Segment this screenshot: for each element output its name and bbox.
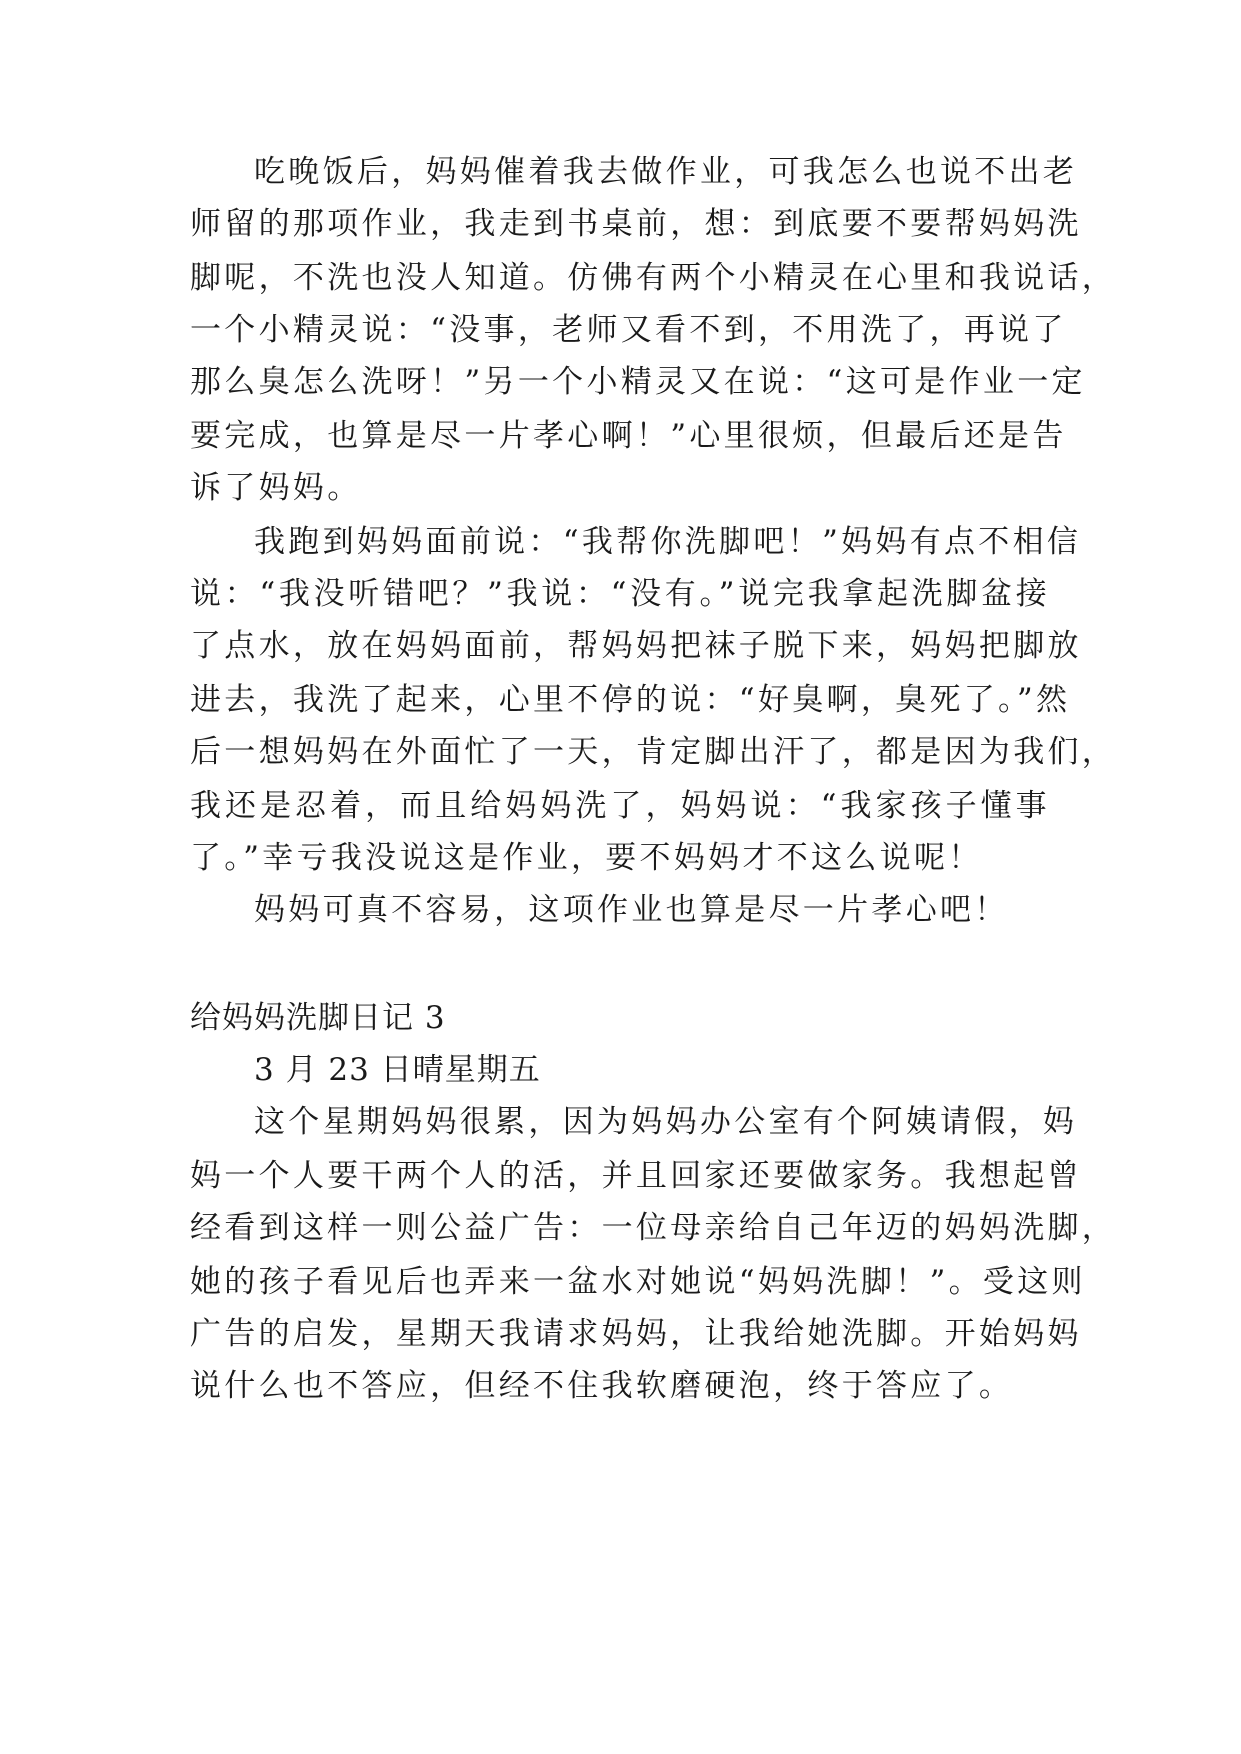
paragraph-line: 说什么也不答应，但经不住我软磨硬泡，终于答应了。 — [190, 1368, 1014, 1404]
section-title: 给妈妈洗脚日记 3 — [190, 1000, 446, 1036]
paragraph-line: 这个星期妈妈很累，因为妈妈办公室有个阿姨请假，妈 — [254, 1104, 1078, 1140]
paragraph-line: 说：“我没听错吧？”我说：“没有。”说完我拿起洗脚盆接 — [190, 576, 1050, 612]
paragraph-line: 一个小精灵说：“没事，老师又看不到，不用洗了，再说了 — [190, 312, 1067, 348]
paragraph-line: 后一想妈妈在外面忙了一天，肯定脚出汗了，都是因为我们， — [190, 734, 1117, 770]
paragraph-line: 那么臭怎么洗呀！”另一个小精灵又在说：“这可是作业一定 — [190, 364, 1086, 400]
paragraph-line: 我跑到妈妈面前说：“我帮你洗脚吧！”妈妈有点不相信 — [254, 524, 1082, 560]
paragraph-line: 妈一个人要干两个人的活，并且回家还要做家务。我想起曾 — [190, 1158, 1082, 1194]
paragraph-line: 她的孩子看见后也弄来一盆水对她说“妈妈洗脚！”。受这则 — [190, 1264, 1086, 1300]
paragraph-line: 了。”幸亏我没说这是作业，要不妈妈才不这么说呢！ — [190, 840, 983, 876]
paragraph-line: 经看到这样一则公益广告：一位母亲给自己年迈的妈妈洗脚， — [190, 1210, 1117, 1246]
date-line: 3 月 23 日晴星期五 — [254, 1052, 541, 1088]
paragraph-line: 进去，我洗了起来，心里不停的说：“好臭啊，臭死了。”然 — [190, 682, 1071, 718]
paragraph-line: 师留的那项作业，我走到书桌前，想：到底要不要帮妈妈洗 — [190, 206, 1082, 242]
paragraph-line: 广告的启发，星期天我请求妈妈，让我给她洗脚。开始妈妈 — [190, 1316, 1082, 1352]
paragraph-line: 诉了妈妈。 — [190, 470, 362, 506]
paragraph-line: 我还是忍着，而且给妈妈洗了，妈妈说：“我家孩子懂事 — [190, 788, 1050, 824]
paragraph-line: 妈妈可真不容易，这项作业也算是尽一片孝心吧！ — [254, 892, 1009, 928]
paragraph-line: 脚呢，不洗也没人知道。仿佛有两个小精灵在心里和我说话， — [190, 260, 1117, 296]
paragraph-line: 吃晚饭后，妈妈催着我去做作业，可我怎么也说不出老 — [254, 154, 1078, 190]
paragraph-line: 要完成，也算是尽一片孝心啊！”心里很烦，但最后还是告 — [190, 418, 1067, 454]
paragraph-line: 了点水，放在妈妈面前，帮妈妈把袜子脱下来，妈妈把脚放 — [190, 628, 1082, 664]
